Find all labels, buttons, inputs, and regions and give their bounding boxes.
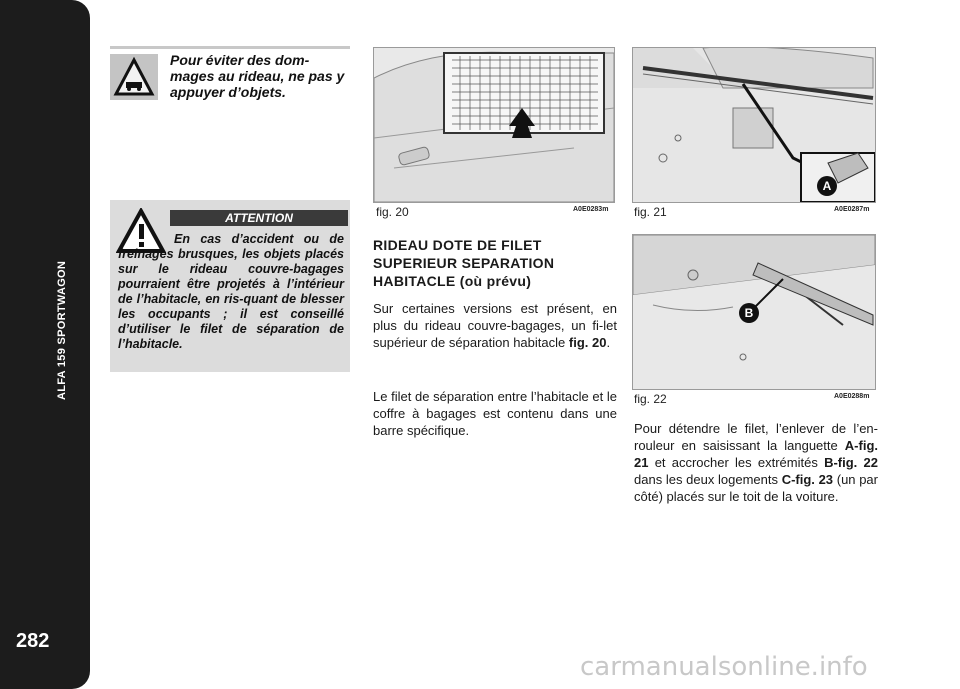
figure-22-code: A0E0288m xyxy=(834,393,870,400)
car-warning-icon xyxy=(110,54,158,100)
figure-22-label: fig. 22 xyxy=(634,392,667,406)
instruction-paragraph xyxy=(634,420,878,505)
page-number: 282 xyxy=(16,630,50,652)
warning-note xyxy=(110,46,350,106)
figure-20-image xyxy=(373,47,615,203)
attention-label-bar: ATTENTION xyxy=(170,210,348,226)
figure-21-image xyxy=(632,47,876,203)
instruction-ref-3: C-fig. 23 xyxy=(781,472,834,487)
attention-text: En cas d’accident ou de freinages brusques, les objets placés sur le rideau couvre-bagages pourraient être projetés à l’intérieur de l’habitacle, en ris-quant de blesser les occupants ; il est conseillé d’utiliser le filet de séparation de l’habitacle. xyxy=(118,232,344,351)
instruction-text-1: Pour détendre le filet, l’enlever de l’en-rouleur en saisissant la languette xyxy=(634,421,878,453)
figure-21-label: fig. 21 xyxy=(634,205,667,219)
sidebar xyxy=(0,0,90,689)
callout-b: B xyxy=(744,306,754,320)
warning-note-text: Pour éviter des dom-mages au rideau, ne pas y appuyer d’objets. xyxy=(170,52,345,100)
figure-22-image xyxy=(632,234,876,390)
section-paragraph-2: Le filet de séparation entre l’habitacle et le coffre à bagages est contenu dans une barre spécifique. xyxy=(373,389,617,438)
section-paragraph-1-text: Sur certaines versions est présent, en plus du rideau couvre-bagages, un fi-let supérieur de séparation habitacle xyxy=(373,301,617,350)
instruction-text-3: dans les deux logements xyxy=(634,472,778,487)
figure-21-code: A0E0287m xyxy=(834,206,870,213)
callout-a: A xyxy=(822,179,832,193)
figure-20-label: fig. 20 xyxy=(376,205,409,219)
figure-20-code: A0E0283m xyxy=(573,206,609,213)
footer-watermark: carmanualsonline.info xyxy=(580,652,868,682)
section-paragraph-1-ref: fig. 20 xyxy=(568,335,607,350)
instruction-ref-2: B-fig. 22 xyxy=(824,455,878,470)
instruction-text-2: et accrocher les extrémités xyxy=(654,455,818,470)
instruction-text-4: (un par côté) placés sur le toit de la voiture. xyxy=(634,472,878,504)
attention-box xyxy=(110,200,350,372)
section-heading: RIDEAU DOTE DE FILET SUPERIEUR SEPARATION HABITACLE (où prévu) xyxy=(373,237,555,289)
instruction-ref-1: A-fig. 21 xyxy=(634,438,878,470)
section-paragraph-1: Sur certaines versions est présent, en plus du rideau couvre-bagages, un fi-let supérieur de séparation habitacle fig. 20. xyxy=(373,301,617,350)
sidebar-title: ALFA 159 SPORTWAGON xyxy=(56,260,68,400)
